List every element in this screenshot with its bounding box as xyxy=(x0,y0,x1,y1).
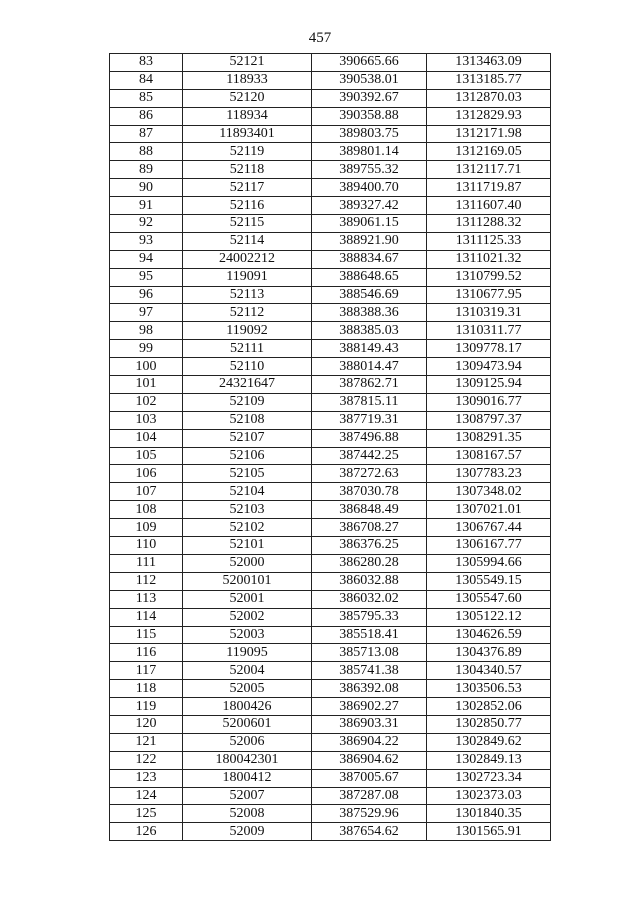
y-coordinate-cell: 1305994.66 xyxy=(427,554,551,572)
table-row xyxy=(110,107,551,125)
y-coordinate-cell: 1309016.77 xyxy=(427,393,551,411)
table-row xyxy=(110,715,551,733)
table-row xyxy=(110,554,551,572)
y-coordinate-cell: 1311607.40 xyxy=(427,197,551,215)
y-coordinate-cell: 1311125.33 xyxy=(427,232,551,250)
point-id-cell: 52000 xyxy=(183,554,312,572)
x-coordinate-cell: 389400.70 xyxy=(312,179,427,197)
x-coordinate-cell: 390538.01 xyxy=(312,71,427,89)
table-row xyxy=(110,608,551,626)
point-number-cell: 115 xyxy=(110,626,183,644)
point-id-cell: 52108 xyxy=(183,411,312,429)
x-coordinate-cell: 388014.47 xyxy=(312,358,427,376)
point-id-cell: 52102 xyxy=(183,519,312,537)
point-number-cell: 105 xyxy=(110,447,183,465)
x-coordinate-cell: 388388.36 xyxy=(312,304,427,322)
y-coordinate-cell: 1312870.03 xyxy=(427,89,551,107)
x-coordinate-cell: 385713.08 xyxy=(312,644,427,662)
y-coordinate-cell: 1302852.06 xyxy=(427,698,551,716)
point-id-cell: 52106 xyxy=(183,447,312,465)
point-id-cell: 119091 xyxy=(183,268,312,286)
y-coordinate-cell: 1308797.37 xyxy=(427,411,551,429)
x-coordinate-cell: 388834.67 xyxy=(312,250,427,268)
x-coordinate-cell: 386903.31 xyxy=(312,715,427,733)
point-number-cell: 86 xyxy=(110,107,183,125)
y-coordinate-cell: 1302849.13 xyxy=(427,751,551,769)
table-row xyxy=(110,572,551,590)
point-number-cell: 126 xyxy=(110,823,183,841)
table-row xyxy=(110,519,551,537)
point-number-cell: 120 xyxy=(110,715,183,733)
table-row xyxy=(110,590,551,608)
table-row xyxy=(110,340,551,358)
point-id-cell: 52111 xyxy=(183,340,312,358)
point-id-cell: 24002212 xyxy=(183,250,312,268)
table-row xyxy=(110,805,551,823)
point-id-cell: 24321647 xyxy=(183,376,312,394)
x-coordinate-cell: 386904.22 xyxy=(312,733,427,751)
x-coordinate-cell: 387005.67 xyxy=(312,769,427,787)
y-coordinate-cell: 1304340.57 xyxy=(427,662,551,680)
point-id-cell: 52007 xyxy=(183,787,312,805)
y-coordinate-cell: 1304626.59 xyxy=(427,626,551,644)
x-coordinate-cell: 387815.11 xyxy=(312,393,427,411)
table-row xyxy=(110,823,551,841)
point-id-cell: 52115 xyxy=(183,215,312,233)
table-row xyxy=(110,71,551,89)
page-number: 457 xyxy=(308,30,332,46)
point-number-cell: 97 xyxy=(110,304,183,322)
table-row xyxy=(110,680,551,698)
point-number-cell: 85 xyxy=(110,89,183,107)
point-id-cell: 52120 xyxy=(183,89,312,107)
table-row xyxy=(110,465,551,483)
point-number-cell: 91 xyxy=(110,197,183,215)
x-coordinate-cell: 386032.02 xyxy=(312,590,427,608)
table-row xyxy=(110,501,551,519)
x-coordinate-cell: 387272.63 xyxy=(312,465,427,483)
point-id-cell: 52006 xyxy=(183,733,312,751)
y-coordinate-cell: 1312171.98 xyxy=(427,125,551,143)
y-coordinate-cell: 1308291.35 xyxy=(427,429,551,447)
y-coordinate-cell: 1302723.34 xyxy=(427,769,551,787)
x-coordinate-cell: 385795.33 xyxy=(312,608,427,626)
table-row xyxy=(110,537,551,555)
point-id-cell: 1800426 xyxy=(183,698,312,716)
point-id-cell: 52112 xyxy=(183,304,312,322)
x-coordinate-cell: 386902.27 xyxy=(312,698,427,716)
y-coordinate-cell: 1310677.95 xyxy=(427,286,551,304)
x-coordinate-cell: 388921.90 xyxy=(312,232,427,250)
x-coordinate-cell: 387862.71 xyxy=(312,376,427,394)
x-coordinate-cell: 387654.62 xyxy=(312,823,427,841)
point-number-cell: 123 xyxy=(110,769,183,787)
y-coordinate-cell: 1307021.01 xyxy=(427,501,551,519)
point-number-cell: 99 xyxy=(110,340,183,358)
table-row xyxy=(110,626,551,644)
table-row xyxy=(110,733,551,751)
point-number-cell: 92 xyxy=(110,215,183,233)
x-coordinate-cell: 387287.08 xyxy=(312,787,427,805)
table-row xyxy=(110,483,551,501)
y-coordinate-cell: 1311719.87 xyxy=(427,179,551,197)
table-row xyxy=(110,179,551,197)
x-coordinate-cell: 386848.49 xyxy=(312,501,427,519)
point-id-cell: 119095 xyxy=(183,644,312,662)
point-number-cell: 117 xyxy=(110,662,183,680)
x-coordinate-cell: 388648.65 xyxy=(312,268,427,286)
x-coordinate-cell: 390665.66 xyxy=(312,54,427,72)
y-coordinate-cell: 1313463.09 xyxy=(427,54,551,72)
point-number-cell: 111 xyxy=(110,554,183,572)
point-number-cell: 108 xyxy=(110,501,183,519)
x-coordinate-cell: 390392.67 xyxy=(312,89,427,107)
y-coordinate-cell: 1305122.12 xyxy=(427,608,551,626)
y-coordinate-cell: 1305547.60 xyxy=(427,590,551,608)
point-number-cell: 116 xyxy=(110,644,183,662)
table-row xyxy=(110,429,551,447)
point-id-cell: 11893401 xyxy=(183,125,312,143)
x-coordinate-cell: 387529.96 xyxy=(312,805,427,823)
point-number-cell: 103 xyxy=(110,411,183,429)
point-number-cell: 124 xyxy=(110,787,183,805)
table-body xyxy=(110,54,551,841)
point-id-cell: 52105 xyxy=(183,465,312,483)
point-id-cell: 118934 xyxy=(183,107,312,125)
y-coordinate-cell: 1307348.02 xyxy=(427,483,551,501)
y-coordinate-cell: 1310799.52 xyxy=(427,268,551,286)
y-coordinate-cell: 1313185.77 xyxy=(427,71,551,89)
point-number-cell: 96 xyxy=(110,286,183,304)
y-coordinate-cell: 1310311.77 xyxy=(427,322,551,340)
point-id-cell: 52114 xyxy=(183,232,312,250)
point-id-cell: 52004 xyxy=(183,662,312,680)
point-number-cell: 113 xyxy=(110,590,183,608)
table-row xyxy=(110,644,551,662)
table-row xyxy=(110,215,551,233)
point-id-cell: 52008 xyxy=(183,805,312,823)
point-id-cell: 52002 xyxy=(183,608,312,626)
point-number-cell: 114 xyxy=(110,608,183,626)
point-id-cell: 1800412 xyxy=(183,769,312,787)
point-id-cell: 118933 xyxy=(183,71,312,89)
y-coordinate-cell: 1302850.77 xyxy=(427,715,551,733)
x-coordinate-cell: 385518.41 xyxy=(312,626,427,644)
point-id-cell: 52116 xyxy=(183,197,312,215)
point-id-cell: 52001 xyxy=(183,590,312,608)
point-number-cell: 119 xyxy=(110,698,183,716)
point-number-cell: 98 xyxy=(110,322,183,340)
point-id-cell: 52110 xyxy=(183,358,312,376)
x-coordinate-cell: 386376.25 xyxy=(312,537,427,555)
y-coordinate-cell: 1309473.94 xyxy=(427,358,551,376)
x-coordinate-cell: 389803.75 xyxy=(312,125,427,143)
x-coordinate-cell: 389327.42 xyxy=(312,197,427,215)
point-number-cell: 104 xyxy=(110,429,183,447)
point-id-cell: 52117 xyxy=(183,179,312,197)
x-coordinate-cell: 387496.88 xyxy=(312,429,427,447)
point-number-cell: 121 xyxy=(110,733,183,751)
y-coordinate-cell: 1302373.03 xyxy=(427,787,551,805)
x-coordinate-cell: 387030.78 xyxy=(312,483,427,501)
x-coordinate-cell: 388149.43 xyxy=(312,340,427,358)
x-coordinate-cell: 387442.25 xyxy=(312,447,427,465)
y-coordinate-cell: 1309125.94 xyxy=(427,376,551,394)
x-coordinate-cell: 385741.38 xyxy=(312,662,427,680)
point-number-cell: 118 xyxy=(110,680,183,698)
x-coordinate-cell: 386280.28 xyxy=(312,554,427,572)
x-coordinate-cell: 386708.27 xyxy=(312,519,427,537)
point-id-cell: 52104 xyxy=(183,483,312,501)
point-number-cell: 112 xyxy=(110,572,183,590)
point-number-cell: 100 xyxy=(110,358,183,376)
table-row xyxy=(110,751,551,769)
point-id-cell: 52009 xyxy=(183,823,312,841)
y-coordinate-cell: 1303506.53 xyxy=(427,680,551,698)
table-row xyxy=(110,376,551,394)
coordinates-table xyxy=(109,53,551,841)
point-id-cell: 52101 xyxy=(183,537,312,555)
table-row xyxy=(110,286,551,304)
table-row xyxy=(110,698,551,716)
point-number-cell: 101 xyxy=(110,376,183,394)
point-number-cell: 83 xyxy=(110,54,183,72)
y-coordinate-cell: 1301840.35 xyxy=(427,805,551,823)
point-number-cell: 89 xyxy=(110,161,183,179)
table-row xyxy=(110,411,551,429)
table-row xyxy=(110,304,551,322)
point-id-cell: 52113 xyxy=(183,286,312,304)
point-id-cell: 52003 xyxy=(183,626,312,644)
point-number-cell: 90 xyxy=(110,179,183,197)
point-id-cell: 52107 xyxy=(183,429,312,447)
point-number-cell: 109 xyxy=(110,519,183,537)
table-row xyxy=(110,662,551,680)
table-row xyxy=(110,358,551,376)
point-number-cell: 106 xyxy=(110,465,183,483)
x-coordinate-cell: 386904.62 xyxy=(312,751,427,769)
point-number-cell: 102 xyxy=(110,393,183,411)
x-coordinate-cell: 390358.88 xyxy=(312,107,427,125)
x-coordinate-cell: 386392.08 xyxy=(312,680,427,698)
table-row xyxy=(110,322,551,340)
table-row xyxy=(110,161,551,179)
point-id-cell: 119092 xyxy=(183,322,312,340)
y-coordinate-cell: 1309778.17 xyxy=(427,340,551,358)
point-number-cell: 94 xyxy=(110,250,183,268)
x-coordinate-cell: 389801.14 xyxy=(312,143,427,161)
point-id-cell: 52121 xyxy=(183,54,312,72)
y-coordinate-cell: 1302849.62 xyxy=(427,733,551,751)
x-coordinate-cell: 389061.15 xyxy=(312,215,427,233)
table-row xyxy=(110,393,551,411)
y-coordinate-cell: 1301565.91 xyxy=(427,823,551,841)
table-row xyxy=(110,250,551,268)
point-number-cell: 95 xyxy=(110,268,183,286)
y-coordinate-cell: 1306167.77 xyxy=(427,537,551,555)
table-row xyxy=(110,787,551,805)
y-coordinate-cell: 1305549.15 xyxy=(427,572,551,590)
y-coordinate-cell: 1311288.32 xyxy=(427,215,551,233)
point-number-cell: 110 xyxy=(110,537,183,555)
table-row xyxy=(110,89,551,107)
point-id-cell: 52005 xyxy=(183,680,312,698)
point-id-cell: 52119 xyxy=(183,143,312,161)
table-row xyxy=(110,143,551,161)
x-coordinate-cell: 388546.69 xyxy=(312,286,427,304)
point-number-cell: 122 xyxy=(110,751,183,769)
point-number-cell: 88 xyxy=(110,143,183,161)
x-coordinate-cell: 386032.88 xyxy=(312,572,427,590)
table-row xyxy=(110,447,551,465)
point-number-cell: 84 xyxy=(110,71,183,89)
y-coordinate-cell: 1308167.57 xyxy=(427,447,551,465)
x-coordinate-cell: 388385.03 xyxy=(312,322,427,340)
point-id-cell: 52109 xyxy=(183,393,312,411)
y-coordinate-cell: 1310319.31 xyxy=(427,304,551,322)
point-id-cell: 5200101 xyxy=(183,572,312,590)
point-id-cell: 52118 xyxy=(183,161,312,179)
point-number-cell: 87 xyxy=(110,125,183,143)
table-row xyxy=(110,769,551,787)
table-row xyxy=(110,54,551,72)
x-coordinate-cell: 389755.32 xyxy=(312,161,427,179)
y-coordinate-cell: 1312117.71 xyxy=(427,161,551,179)
point-number-cell: 107 xyxy=(110,483,183,501)
point-id-cell: 180042301 xyxy=(183,751,312,769)
point-id-cell: 52103 xyxy=(183,501,312,519)
table-row xyxy=(110,232,551,250)
y-coordinate-cell: 1304376.89 xyxy=(427,644,551,662)
table-row xyxy=(110,125,551,143)
y-coordinate-cell: 1311021.32 xyxy=(427,250,551,268)
x-coordinate-cell: 387719.31 xyxy=(312,411,427,429)
y-coordinate-cell: 1307783.23 xyxy=(427,465,551,483)
point-number-cell: 93 xyxy=(110,232,183,250)
y-coordinate-cell: 1312829.93 xyxy=(427,107,551,125)
table-row xyxy=(110,268,551,286)
y-coordinate-cell: 1312169.05 xyxy=(427,143,551,161)
table-row xyxy=(110,197,551,215)
y-coordinate-cell: 1306767.44 xyxy=(427,519,551,537)
point-id-cell: 5200601 xyxy=(183,715,312,733)
point-number-cell: 125 xyxy=(110,805,183,823)
